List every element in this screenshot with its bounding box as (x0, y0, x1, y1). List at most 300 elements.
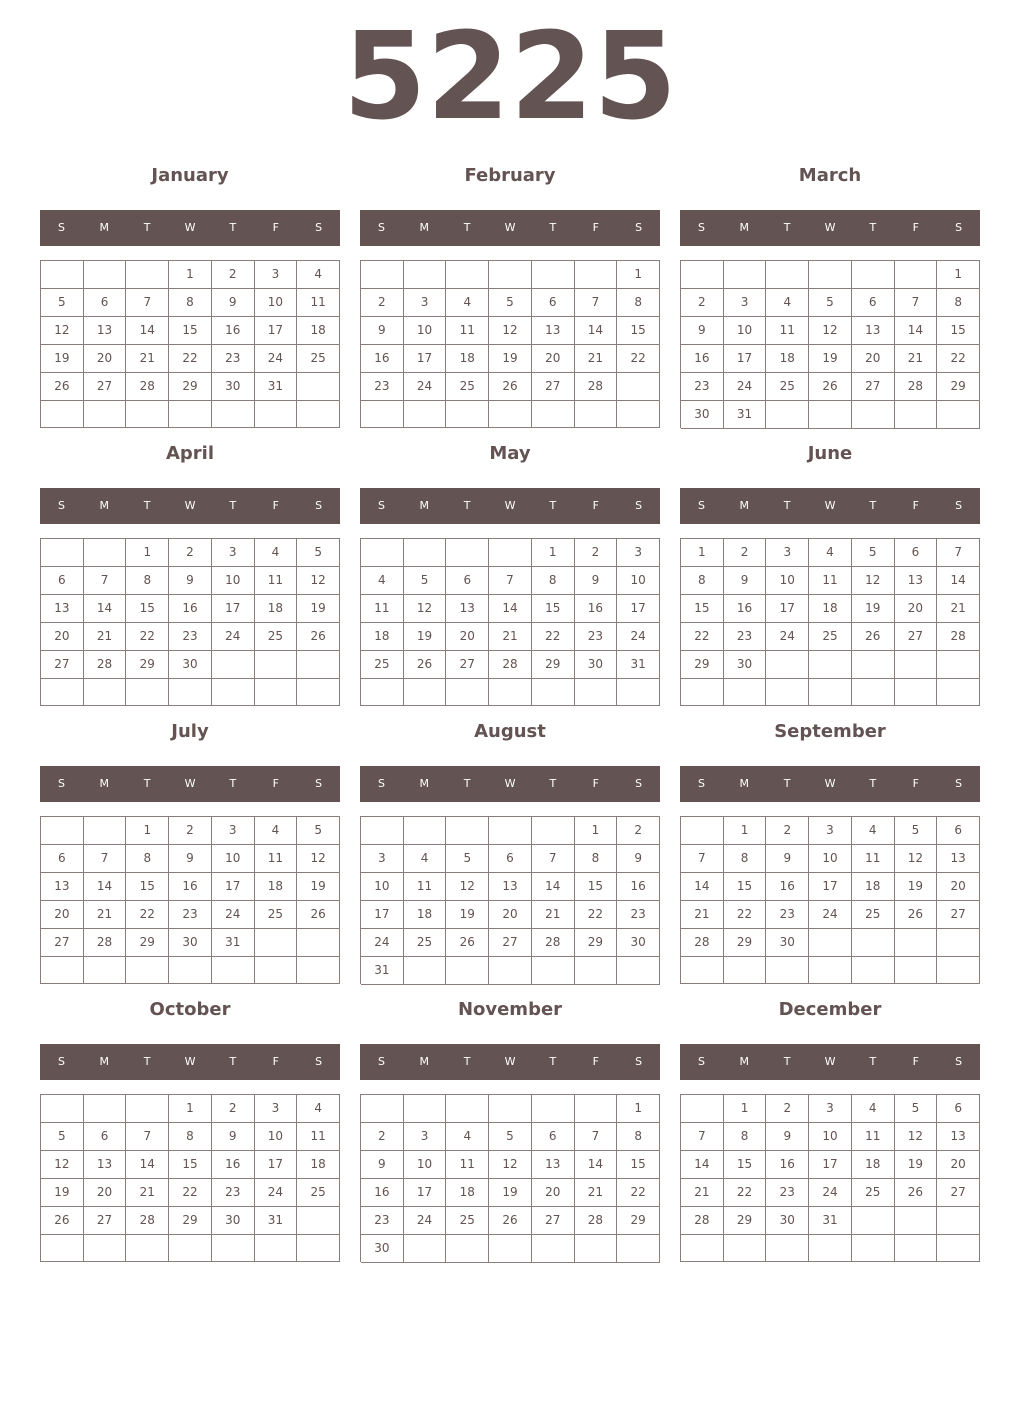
day-cell: 23 (617, 901, 660, 929)
day-cell (895, 651, 938, 679)
day-cell: 29 (937, 373, 980, 401)
day-cell: 30 (361, 1235, 404, 1263)
day-cell: 12 (895, 845, 938, 873)
day-cell: 4 (809, 539, 852, 567)
day-cell: 3 (404, 289, 447, 317)
day-cell: 11 (852, 1123, 895, 1151)
day-cell: 18 (446, 345, 489, 373)
weekday-label: T (869, 1055, 877, 1068)
weekday-header (680, 488, 980, 524)
day-cell (169, 679, 212, 706)
day-cell: 6 (937, 1095, 980, 1123)
day-cell (84, 679, 127, 706)
weekday-label: S (377, 777, 385, 790)
day-cell: 22 (126, 623, 169, 651)
day-cell: 5 (446, 845, 489, 873)
weekday-header (680, 1044, 980, 1080)
day-cell (297, 957, 340, 984)
day-cell: 1 (724, 817, 767, 845)
day-cell: 5 (297, 539, 340, 567)
day-cell: 10 (404, 317, 447, 345)
day-cell (724, 679, 767, 706)
day-cell: 16 (361, 345, 404, 373)
day-cell: 7 (575, 289, 618, 317)
day-cell: 9 (361, 1151, 404, 1179)
day-grid (40, 538, 340, 706)
day-cell: 27 (937, 901, 980, 929)
day-cell: 19 (41, 1179, 84, 1207)
weekday-header (40, 210, 340, 246)
weekday-label: S (57, 221, 65, 234)
day-cell: 13 (41, 873, 84, 901)
day-cell: 22 (617, 1179, 660, 1207)
weekday-label: T (549, 221, 557, 234)
weekday-label: S (377, 1055, 385, 1068)
day-cell: 13 (895, 567, 938, 595)
day-cell: 20 (852, 345, 895, 373)
day-cell: 5 (489, 1123, 532, 1151)
day-cell: 20 (937, 873, 980, 901)
day-cell: 3 (361, 845, 404, 873)
day-cell: 18 (852, 873, 895, 901)
day-cell: 8 (126, 567, 169, 595)
weekday-label: S (315, 221, 323, 234)
weekday-label: T (143, 777, 151, 790)
day-cell: 19 (852, 595, 895, 623)
day-cell: 24 (404, 373, 447, 401)
day-cell: 12 (489, 1151, 532, 1179)
weekday-header (40, 1044, 340, 1080)
day-cell: 9 (724, 567, 767, 595)
day-cell: 2 (169, 539, 212, 567)
weekday-label: F (272, 1055, 279, 1068)
day-cell (446, 957, 489, 985)
day-cell: 14 (489, 595, 532, 623)
day-cell: 27 (84, 373, 127, 401)
day-cell: 31 (809, 1207, 852, 1235)
day-cell: 23 (575, 623, 618, 651)
day-cell: 15 (681, 595, 724, 623)
weekday-label: T (549, 777, 557, 790)
day-cell: 22 (724, 1179, 767, 1207)
weekday-header (40, 488, 340, 524)
weekday-label: M (739, 499, 750, 512)
day-cell (937, 1207, 980, 1235)
day-cell: 13 (532, 317, 575, 345)
day-cell: 2 (766, 1095, 809, 1123)
day-grid (40, 260, 340, 428)
day-cell: 17 (766, 595, 809, 623)
day-cell: 12 (297, 567, 340, 595)
day-cell (446, 401, 489, 428)
day-cell: 26 (489, 1207, 532, 1235)
day-cell (212, 679, 255, 706)
day-cell (361, 401, 404, 428)
day-cell (297, 679, 340, 706)
day-cell (852, 929, 895, 957)
weekday-label: T (463, 499, 471, 512)
day-cell: 22 (126, 901, 169, 929)
weekday-label: M (99, 777, 110, 790)
day-cell: 12 (895, 1123, 938, 1151)
weekday-label: W (824, 499, 836, 512)
day-cell (532, 817, 575, 845)
day-cell: 7 (126, 1123, 169, 1151)
day-cell: 7 (532, 845, 575, 873)
weekday-label: S (697, 499, 705, 512)
day-cell: 5 (895, 1095, 938, 1123)
day-cell: 4 (297, 261, 340, 289)
day-cell: 26 (41, 373, 84, 401)
day-cell (361, 261, 404, 289)
weekday-label: T (869, 221, 877, 234)
day-cell: 22 (724, 901, 767, 929)
day-cell: 14 (84, 595, 127, 623)
weekday-label: F (592, 221, 599, 234)
weekday-label: S (315, 777, 323, 790)
month-name: May (489, 443, 531, 464)
day-cell: 13 (41, 595, 84, 623)
day-cell: 7 (575, 1123, 618, 1151)
day-cell (575, 957, 618, 985)
month-name: November (457, 999, 563, 1020)
day-cell (937, 651, 980, 679)
day-cell: 21 (126, 345, 169, 373)
day-cell (84, 1235, 127, 1262)
weekday-label: W (504, 221, 516, 234)
day-cell: 12 (809, 317, 852, 345)
day-cell: 4 (852, 1095, 895, 1123)
weekday-header (40, 766, 340, 802)
day-cell (895, 957, 938, 984)
day-cell: 6 (446, 567, 489, 595)
day-cell: 15 (617, 317, 660, 345)
day-cell (126, 957, 169, 984)
day-cell: 22 (937, 345, 980, 373)
day-cell: 8 (575, 845, 618, 873)
day-cell: 5 (895, 817, 938, 845)
day-cell: 29 (126, 651, 169, 679)
day-cell: 5 (489, 289, 532, 317)
day-cell (84, 401, 127, 428)
day-cell (766, 679, 809, 706)
day-cell: 4 (446, 1123, 489, 1151)
day-cell: 7 (681, 845, 724, 873)
day-cell: 28 (489, 651, 532, 679)
weekday-label: T (229, 221, 237, 234)
day-cell (766, 401, 809, 429)
day-cell: 31 (212, 929, 255, 957)
day-cell: 25 (297, 1179, 340, 1207)
day-cell (404, 539, 447, 567)
day-cell: 9 (766, 845, 809, 873)
day-cell: 8 (126, 845, 169, 873)
day-cell (895, 401, 938, 429)
day-cell (84, 539, 127, 567)
day-cell: 16 (169, 873, 212, 901)
day-cell (84, 957, 127, 984)
day-cell: 19 (446, 901, 489, 929)
day-cell: 30 (766, 929, 809, 957)
day-cell: 18 (255, 873, 298, 901)
day-cell: 17 (212, 595, 255, 623)
day-cell (575, 401, 618, 428)
day-cell (404, 1095, 447, 1123)
day-cell (446, 1235, 489, 1263)
day-cell (575, 1095, 618, 1123)
day-cell: 19 (809, 345, 852, 373)
day-cell (895, 261, 938, 289)
day-grid (680, 538, 980, 706)
day-cell (212, 1235, 255, 1262)
day-cell: 28 (681, 1207, 724, 1235)
day-cell: 2 (681, 289, 724, 317)
day-cell: 21 (489, 623, 532, 651)
day-cell (532, 957, 575, 985)
day-cell (489, 1235, 532, 1263)
day-cell: 29 (126, 929, 169, 957)
day-cell: 15 (532, 595, 575, 623)
day-cell: 8 (532, 567, 575, 595)
weekday-label: F (272, 221, 279, 234)
day-cell: 6 (532, 1123, 575, 1151)
day-cell: 2 (212, 261, 255, 289)
day-cell: 15 (169, 1151, 212, 1179)
day-cell: 12 (446, 873, 489, 901)
weekday-label: S (955, 1055, 963, 1068)
day-cell: 6 (937, 817, 980, 845)
day-cell (489, 817, 532, 845)
day-cell (532, 261, 575, 289)
day-cell: 4 (446, 289, 489, 317)
day-cell (41, 1235, 84, 1262)
day-cell: 30 (681, 401, 724, 429)
month-name: April (165, 443, 215, 464)
day-cell: 16 (766, 1151, 809, 1179)
day-cell: 26 (895, 1179, 938, 1207)
day-cell (84, 261, 127, 289)
weekday-label: S (635, 221, 643, 234)
day-cell: 18 (404, 901, 447, 929)
day-cell (617, 679, 660, 706)
day-cell (489, 1095, 532, 1123)
day-cell: 4 (852, 817, 895, 845)
day-cell: 10 (617, 567, 660, 595)
weekday-label: F (592, 1055, 599, 1068)
weekday-label: T (783, 777, 791, 790)
day-cell: 24 (766, 623, 809, 651)
day-cell: 27 (84, 1207, 127, 1235)
day-cell (532, 1235, 575, 1263)
month-name: January (151, 165, 229, 186)
weekday-label: S (635, 1055, 643, 1068)
weekday-label: M (739, 777, 750, 790)
day-cell: 30 (575, 651, 618, 679)
weekday-header (680, 210, 980, 246)
day-cell: 26 (809, 373, 852, 401)
day-cell (212, 401, 255, 428)
day-cell: 21 (575, 345, 618, 373)
day-cell: 16 (169, 595, 212, 623)
weekday-label: W (824, 221, 836, 234)
day-cell: 17 (255, 1151, 298, 1179)
day-cell (297, 401, 340, 428)
day-cell: 31 (361, 957, 404, 985)
day-cell: 9 (766, 1123, 809, 1151)
day-cell: 29 (681, 651, 724, 679)
day-cell (446, 679, 489, 706)
weekday-label: T (549, 499, 557, 512)
weekday-label: S (57, 1055, 65, 1068)
day-cell (617, 401, 660, 428)
day-cell: 30 (766, 1207, 809, 1235)
day-cell: 18 (446, 1179, 489, 1207)
day-cell: 1 (169, 261, 212, 289)
day-cell (489, 261, 532, 289)
weekday-label: F (272, 499, 279, 512)
weekday-label: M (99, 1055, 110, 1068)
day-cell (297, 373, 340, 401)
day-cell: 15 (126, 595, 169, 623)
day-cell (809, 401, 852, 429)
day-cell: 20 (489, 901, 532, 929)
day-grid (680, 816, 980, 984)
day-cell: 22 (169, 345, 212, 373)
day-cell: 23 (681, 373, 724, 401)
day-cell: 31 (255, 373, 298, 401)
day-cell: 26 (404, 651, 447, 679)
weekday-label: S (955, 777, 963, 790)
day-cell: 16 (212, 317, 255, 345)
weekday-label: T (783, 221, 791, 234)
day-grid (40, 816, 340, 984)
day-cell (852, 1235, 895, 1262)
day-cell: 26 (41, 1207, 84, 1235)
day-cell (809, 929, 852, 957)
day-cell (361, 817, 404, 845)
day-cell (681, 1235, 724, 1262)
day-cell (809, 1235, 852, 1262)
day-cell: 15 (617, 1151, 660, 1179)
weekday-label: M (419, 221, 430, 234)
weekday-label: W (184, 221, 196, 234)
day-cell: 1 (617, 261, 660, 289)
weekday-label: T (229, 499, 237, 512)
weekday-header (360, 488, 660, 524)
day-cell (489, 401, 532, 428)
day-cell: 9 (681, 317, 724, 345)
day-cell (852, 401, 895, 429)
day-cell: 3 (212, 539, 255, 567)
weekday-header (360, 210, 660, 246)
weekday-label: F (912, 777, 919, 790)
weekday-label: W (184, 1055, 196, 1068)
month-name: September (774, 721, 886, 742)
day-cell: 5 (404, 567, 447, 595)
day-cell (255, 401, 298, 428)
day-cell: 8 (937, 289, 980, 317)
day-cell: 8 (617, 289, 660, 317)
day-cell (809, 957, 852, 984)
month-name: October (149, 999, 231, 1020)
day-cell: 30 (212, 373, 255, 401)
day-grid (360, 260, 660, 428)
day-cell: 10 (766, 567, 809, 595)
day-cell: 4 (404, 845, 447, 873)
weekday-label: S (697, 777, 705, 790)
day-cell (255, 651, 298, 679)
day-cell: 29 (169, 1207, 212, 1235)
day-cell: 8 (617, 1123, 660, 1151)
day-cell: 8 (724, 845, 767, 873)
weekday-label: M (419, 1055, 430, 1068)
day-cell: 14 (937, 567, 980, 595)
day-cell: 11 (446, 317, 489, 345)
day-cell: 20 (937, 1151, 980, 1179)
day-cell: 11 (809, 567, 852, 595)
day-cell: 31 (255, 1207, 298, 1235)
day-cell: 1 (937, 261, 980, 289)
day-cell: 23 (169, 901, 212, 929)
day-cell (575, 679, 618, 706)
day-cell: 20 (532, 1179, 575, 1207)
day-cell: 14 (126, 1151, 169, 1179)
day-cell: 24 (361, 929, 404, 957)
weekday-label: S (697, 221, 705, 234)
day-cell: 12 (852, 567, 895, 595)
day-cell: 1 (617, 1095, 660, 1123)
weekday-label: F (912, 1055, 919, 1068)
day-cell: 16 (681, 345, 724, 373)
day-cell: 27 (41, 651, 84, 679)
day-cell (937, 929, 980, 957)
day-cell: 14 (532, 873, 575, 901)
day-cell: 20 (446, 623, 489, 651)
day-cell: 29 (575, 929, 618, 957)
day-cell: 20 (532, 345, 575, 373)
day-cell: 21 (681, 1179, 724, 1207)
day-cell: 30 (212, 1207, 255, 1235)
weekday-label: T (463, 777, 471, 790)
day-grid (360, 816, 660, 984)
day-cell: 9 (212, 289, 255, 317)
day-cell: 1 (724, 1095, 767, 1123)
weekday-label: M (99, 499, 110, 512)
day-cell: 29 (724, 1207, 767, 1235)
day-cell: 29 (617, 1207, 660, 1235)
day-cell: 19 (489, 345, 532, 373)
day-cell: 27 (895, 623, 938, 651)
day-cell (617, 1235, 660, 1263)
day-cell (255, 679, 298, 706)
weekday-label: T (463, 1055, 471, 1068)
day-cell (852, 957, 895, 984)
day-cell: 23 (766, 1179, 809, 1207)
day-cell: 17 (255, 317, 298, 345)
day-cell: 26 (852, 623, 895, 651)
weekday-label: W (824, 1055, 836, 1068)
day-cell (724, 957, 767, 984)
day-cell (766, 1235, 809, 1262)
day-cell (255, 957, 298, 984)
day-cell: 6 (852, 289, 895, 317)
day-cell (41, 1095, 84, 1123)
weekday-label: F (912, 221, 919, 234)
weekday-label: W (184, 777, 196, 790)
day-cell: 14 (575, 317, 618, 345)
day-cell: 24 (255, 1179, 298, 1207)
day-grid (40, 1094, 340, 1262)
